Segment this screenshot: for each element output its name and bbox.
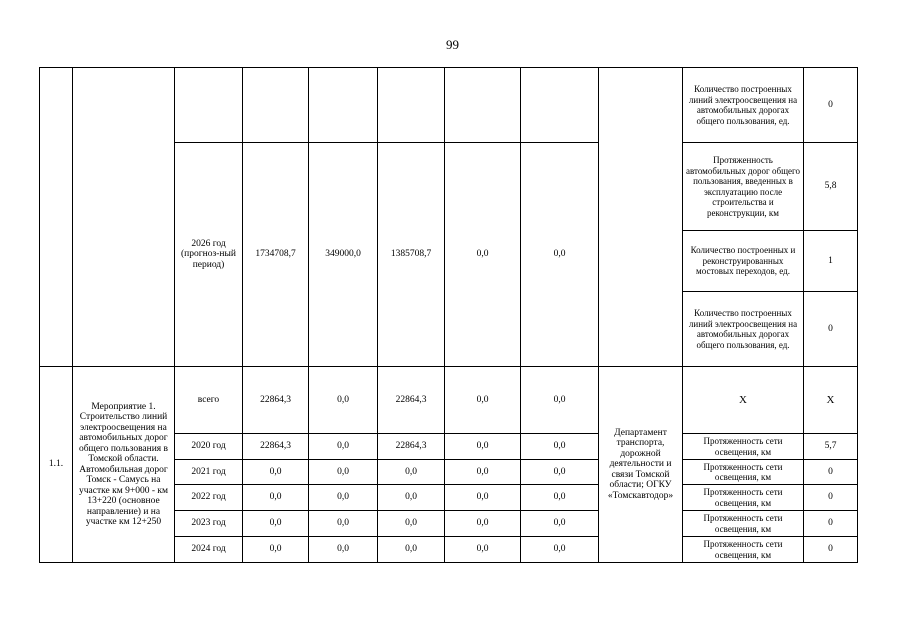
extra-2026: 0,0 (521, 143, 599, 367)
indicator-value: 0 (804, 485, 858, 511)
indicator-name: Количество построенных линий электроосвещения на автомобильных дорогах общего пользования, ед. (683, 68, 804, 143)
extra-cell: 0,0 (521, 367, 599, 434)
federal-cell: 0,0 (309, 434, 378, 460)
measure-name: Мероприятие 1. Строительство линий электроосвещения на автомобильных дорог общего пользования в Томской области. Автомобильная дорог Томск - Самусь на участке км 9+000 - км 13+220 (основное направление) и на участке км 12+250 (73, 367, 175, 563)
local-cell: 0,0 (445, 485, 521, 511)
indicator-value: 0 (804, 537, 858, 563)
table-row (40, 68, 858, 143)
extra-cell: 0,0 (521, 460, 599, 485)
regional-cell: 22864,3 (378, 367, 445, 434)
local-cell-empty (445, 68, 521, 143)
local-2026: 0,0 (445, 143, 521, 367)
period-cell-empty (175, 68, 243, 143)
local-cell: 0,0 (445, 511, 521, 537)
indicator-name: Протяженность сети освещения, км (683, 537, 804, 563)
indicator-value: 1 (804, 231, 858, 292)
indicator-name: Количество построенных и реконструированных мостовых переходов, ед. (683, 231, 804, 292)
name-cell-empty (73, 68, 175, 367)
total-cell: 0,0 (243, 460, 309, 485)
extra-cell-empty (521, 68, 599, 143)
federal-cell: 0,0 (309, 511, 378, 537)
indicator-value: 0 (804, 292, 858, 367)
federal-cell: 0,0 (309, 537, 378, 563)
federal-cell: 0,0 (309, 367, 378, 434)
regional-cell: 0,0 (378, 511, 445, 537)
regional-cell: 0,0 (378, 537, 445, 563)
period-cell: 2021 год (175, 460, 243, 485)
indicator-name: Протяженность сети освещения, км (683, 485, 804, 511)
executor-cell: Департамент транспорта, дорожной деятельности и связи Томской области; ОГКУ «Томскавтодор» (599, 367, 683, 563)
local-cell: 0,0 (445, 537, 521, 563)
federal-cell: 0,0 (309, 460, 378, 485)
extra-cell: 0,0 (521, 511, 599, 537)
local-cell: 0,0 (445, 434, 521, 460)
number-cell-empty (40, 68, 73, 367)
total-cell-empty (243, 68, 309, 143)
local-cell: 0,0 (445, 367, 521, 434)
period-cell: 2022 год (175, 485, 243, 511)
indicator-value: 5,7 (804, 434, 858, 460)
indicator-name: Количество построенных линий электроосвещения на автомобильных дорогах общего пользования, ед. (683, 292, 804, 367)
total-cell: 22864,3 (243, 367, 309, 434)
period-cell: 2023 год (175, 511, 243, 537)
regional-cell: 0,0 (378, 485, 445, 511)
regional-cell: 22864,3 (378, 434, 445, 460)
total-cell: 0,0 (243, 537, 309, 563)
period-cell: всего (175, 367, 243, 434)
total-cell: 0,0 (243, 485, 309, 511)
table-row (40, 367, 858, 434)
indicator-value: 5,8 (804, 143, 858, 231)
indicator-value: 0 (804, 460, 858, 485)
regional-cell: 0,0 (378, 460, 445, 485)
indicator-value: 0 (804, 511, 858, 537)
total-2026: 1734708,7 (243, 143, 309, 367)
indicator-name: Х (683, 367, 804, 434)
indicator-value: 0 (804, 68, 858, 143)
local-cell: 0,0 (445, 460, 521, 485)
program-table (39, 67, 858, 563)
federal-2026: 349000,0 (309, 143, 378, 367)
indicator-name: Протяженность сети освещения, км (683, 434, 804, 460)
page-number: 99 (446, 37, 459, 52)
measure-number: 1.1. (40, 367, 73, 563)
indicator-name: Протяженность сети освещения, км (683, 460, 804, 485)
extra-cell: 0,0 (521, 537, 599, 563)
extra-cell: 0,0 (521, 434, 599, 460)
total-cell: 0,0 (243, 511, 309, 537)
regional-cell-empty (378, 68, 445, 143)
period-2026: 2026 год (прогноз-ный период) (175, 143, 243, 367)
indicator-value: Х (804, 367, 858, 434)
total-cell: 22864,3 (243, 434, 309, 460)
regional-2026: 1385708,7 (378, 143, 445, 367)
executor-cell-empty (599, 68, 683, 367)
period-cell: 2024 год (175, 537, 243, 563)
extra-cell: 0,0 (521, 485, 599, 511)
period-cell: 2020 год (175, 434, 243, 460)
federal-cell: 0,0 (309, 485, 378, 511)
federal-cell-empty (309, 68, 378, 143)
indicator-name: Протяженность автомобильных дорог общего пользования, введенных в эксплуатацию после строительства и реконструкции, км (683, 143, 804, 231)
indicator-name: Протяженность сети освещения, км (683, 511, 804, 537)
